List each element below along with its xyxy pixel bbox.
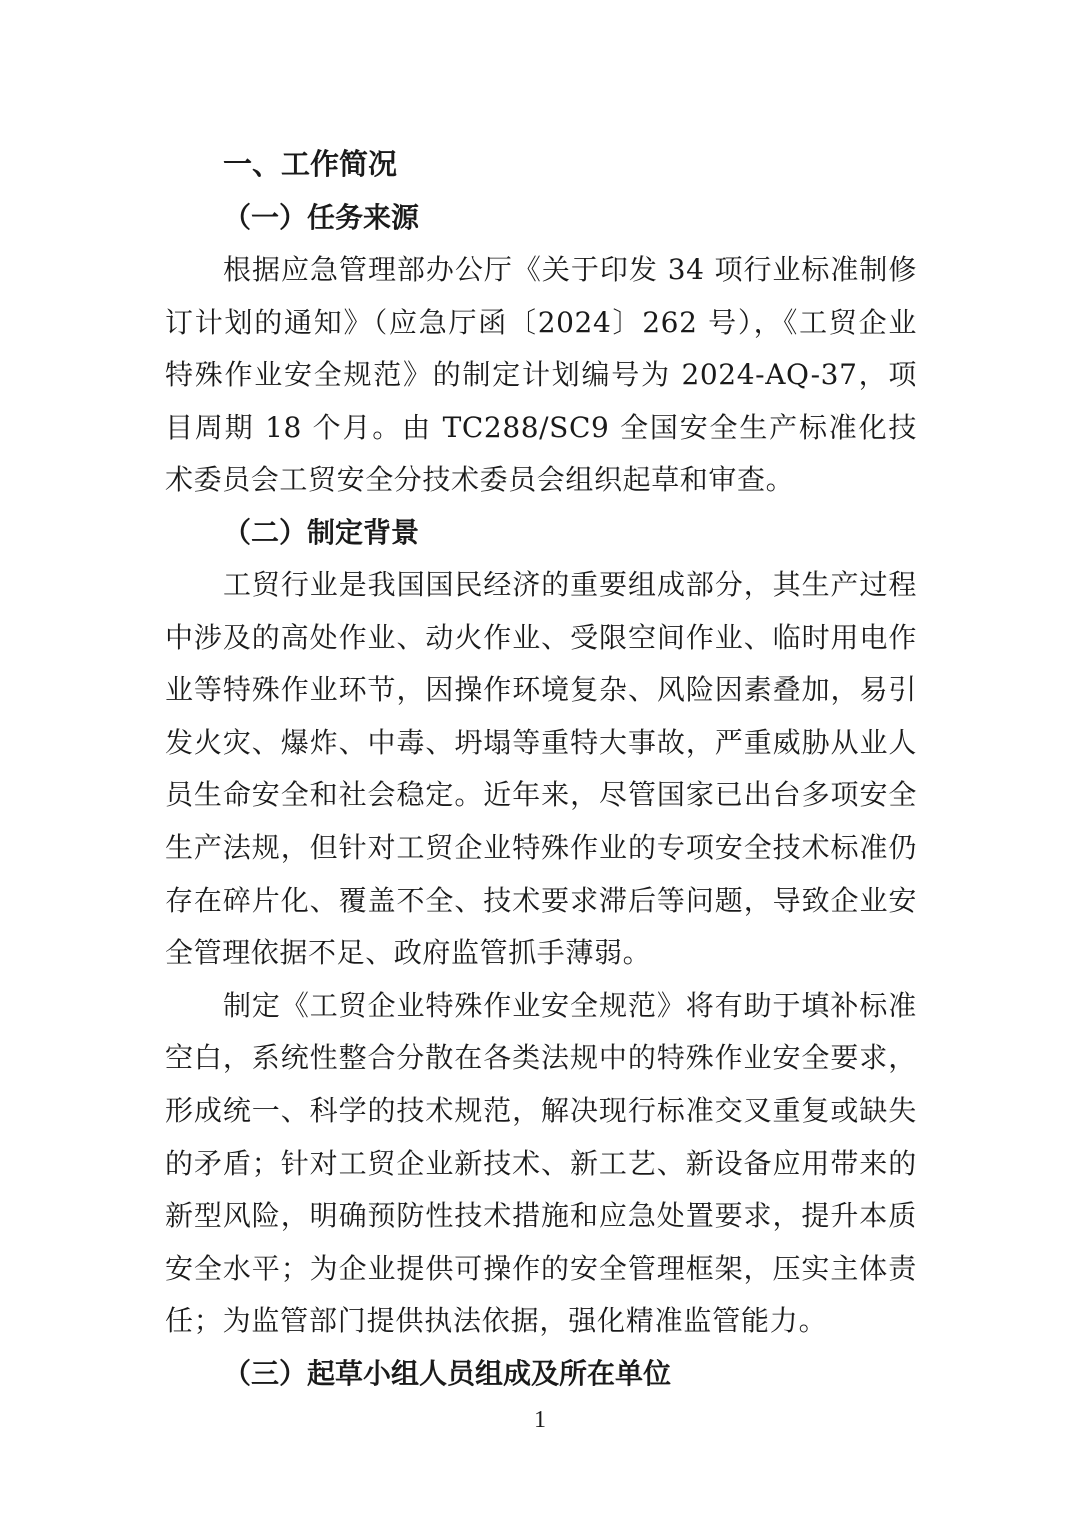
page-number: 1 (534, 1407, 546, 1433)
paragraph-task-source: 根据应急管理部办公厅《关于印发 34 项行业标准制修订计划的通知》（应急厅函〔2024〕262 号），《工贸企业特殊作业安全规范》的制定计划编号为 2024-AQ-37，项目周期 18 个月。由 TC288/SC9 全国安全生产标准化技术委员会工贸安全分技术委员会组织起草和审查。 (165, 253, 917, 497)
paragraph-background-2: 制定《工贸企业特殊作业安全规范》将有助于填补标准空白，系统性整合分散在各类法规中的特殊作业安全要求，形成统一、科学的技术规范，解决现行标准交叉重复或缺失的矛盾；针对工贸企业新技术、新工艺、新设备应用带来的新型风险，明确预防性技术措施和应急处置要求，提升本质安全水平；为企业提供可操作的安全管理框架，压实主体责任；为监管部门提供执法依据，强化精准监管能力。 (165, 988, 917, 1338)
subsection-title-drafting-group: （三）起草小组人员组成及所在单位 (223, 1356, 672, 1390)
subsection-title-background: （二）制定背景 (223, 515, 420, 549)
subsection-title-task-source: （一）任务来源 (223, 201, 420, 234)
section-title: 一、工作简况 (223, 147, 398, 181)
paragraph-background-1: 工贸行业是我国国民经济的重要组成部分，其生产过程中涉及的高处作业、动火作业、受限空间作业、临时用电作业等特殊作业环节，因操作环境复杂、风险因素叠加，易引发火灾、爆炸、中毒、坍塌等重特大事故，严重威胁从业人员生命安全和社会稳定。近年来，尽管国家已出台多项安全生产法规，但针对工贸企业特殊作业的专项安全技术标准仍存在碎片化、覆盖不全、技术要求滞后等问题，导致企业安全管理依据不足、政府监管抓手薄弱。 (165, 567, 917, 970)
document-body (165, 140, 917, 1400)
